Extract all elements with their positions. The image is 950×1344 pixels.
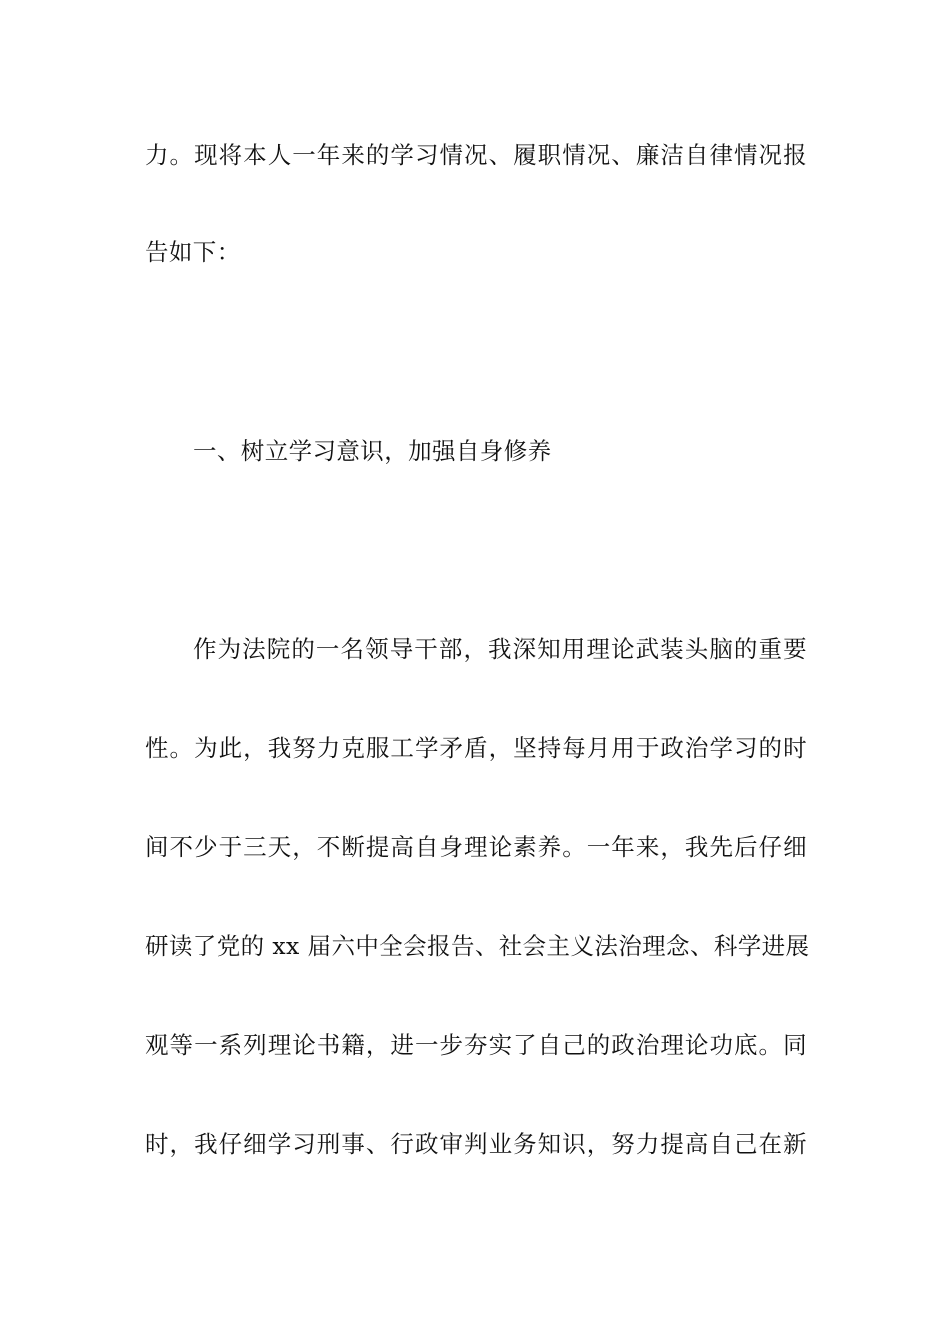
intro-line-1: 力。现将本人一年来的学习情况、履职情况、廉洁自律情况报 xyxy=(145,141,807,169)
section-heading: 一、树立学习意识，加强自身修养 xyxy=(193,437,552,465)
paragraph-line-1: 作为法院的一名领导干部，我深知用理论武装头脑的重要 xyxy=(193,635,807,663)
paragraph-line-6: 时，我仔细学习刑事、行政审判业务知识，努力提高自己在新 xyxy=(145,1130,807,1158)
paragraph-line-5: 观等一系列理论书籍，进一步夯实了自己的政治理论功底。同 xyxy=(145,1031,807,1059)
paragraph-line-4: 研读了党的 xx 届六中全会报告、社会主义法治理念、科学进展 xyxy=(145,932,810,960)
paragraph-line-2: 性。为此，我努力克服工学矛盾，坚持每月用于政治学习的时 xyxy=(145,734,807,762)
intro-line-2: 告如下： xyxy=(145,238,241,266)
paragraph-line-3: 间不少于三天，不断提高自身理论素养。一年来，我先后仔细 xyxy=(145,833,807,861)
